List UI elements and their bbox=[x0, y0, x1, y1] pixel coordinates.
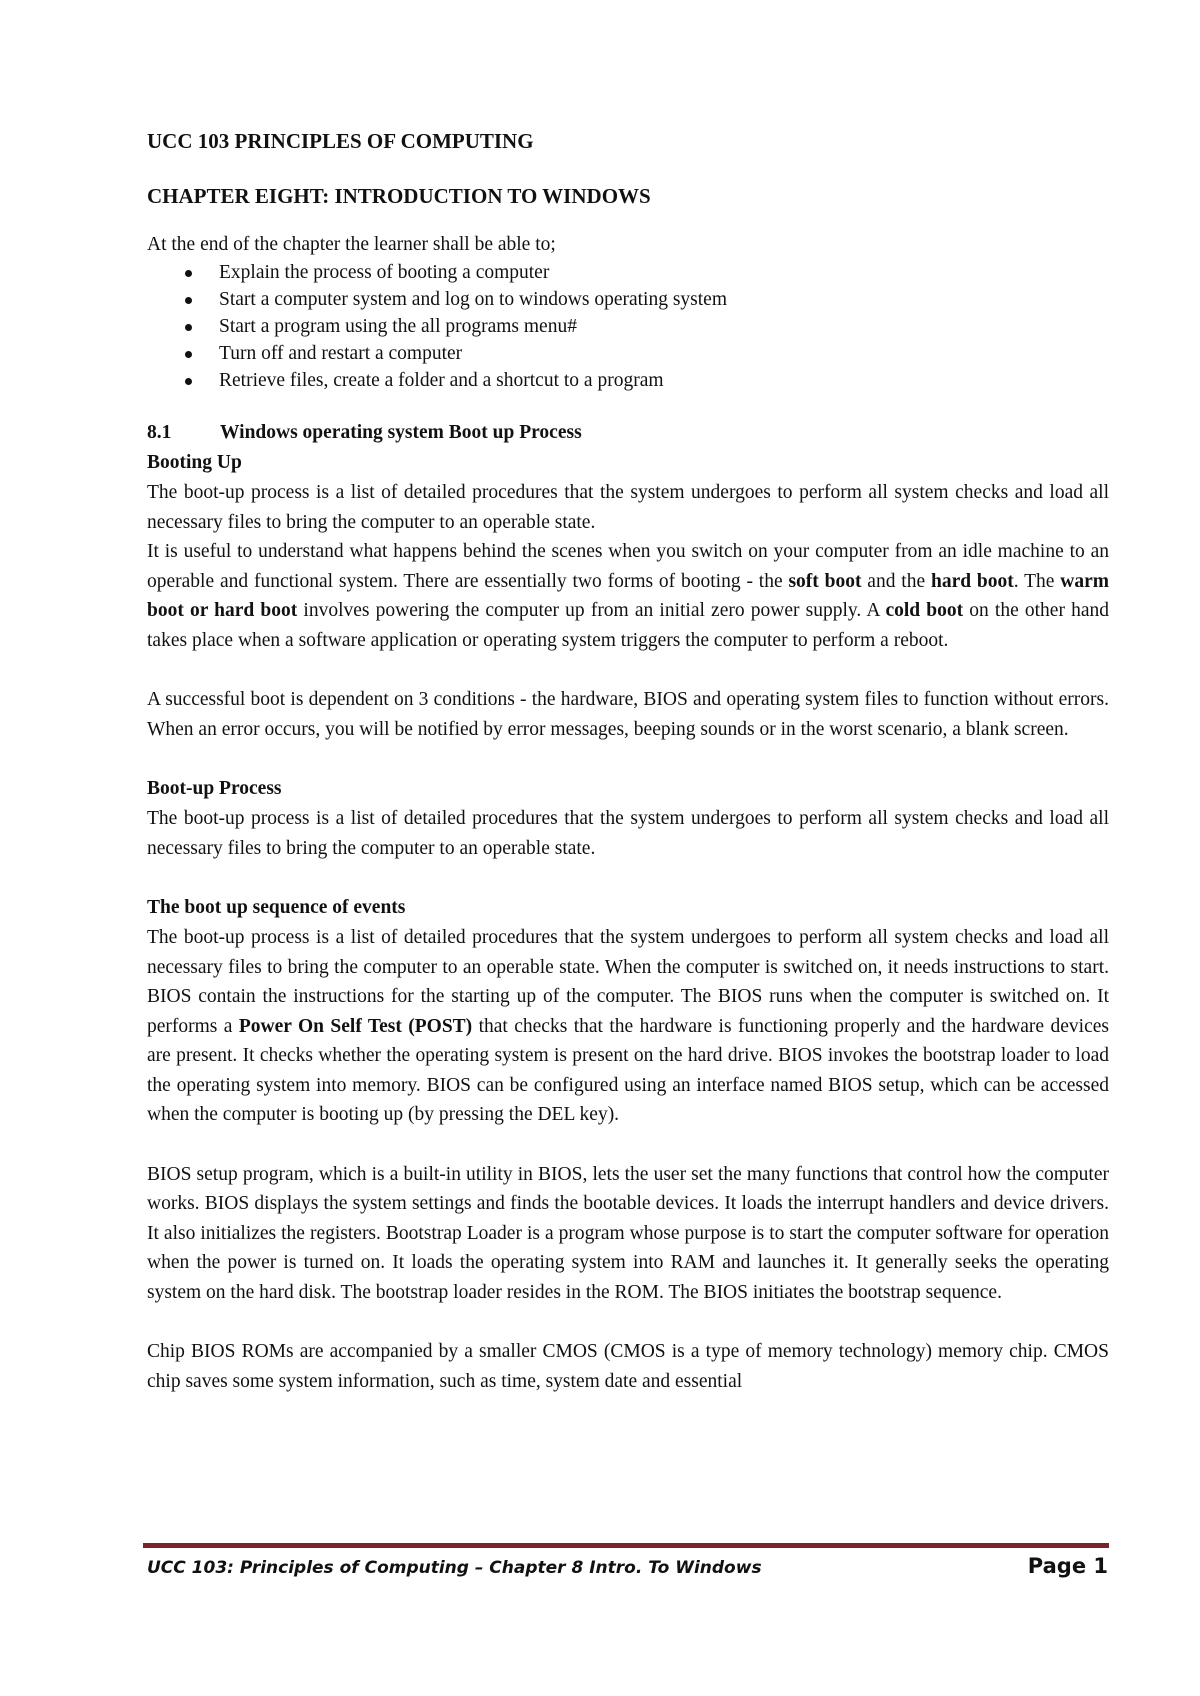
text-run: It is useful to understand what happens behind the scenes when you switch on your computer from an idle machine to an operable and functional system. There are essentially two forms of booting - the bbox=[147, 541, 1109, 592]
bold-warm-boot: warm boot or hard boot bbox=[147, 570, 1110, 621]
text-run: . The bbox=[1013, 570, 1061, 592]
text-run: involves powering the computer up from an initial zero power supply. A bbox=[297, 600, 886, 621]
bold-hard-boot: hard boot bbox=[930, 570, 1014, 592]
chapter-title: CHAPTER EIGHT: INTRODUCTION TO WINDOWS bbox=[147, 184, 651, 208]
text-run: that checks that the hardware is functioning properly and the hardware devices are present. It checks whether the operating system is present on the hard drive. BIOS invokes the bootstrap loader to load the operating system into memory. BIOS can be configured using an interface named BIOS setup, which can be accessed when the computer is booting up (by pressing the DEL key). bbox=[147, 1015, 1109, 1125]
objective-item: Start a computer system and log on to windows operating system bbox=[147, 286, 1109, 313]
text-run: The boot-up process is a list of detailed procedures that the system undergoes to perform all system checks and load all necessary files to bring the computer to an operable state. When the computer is switched on, it needs instructions to start. BIOS contain the instructions for the starting up of the computer. The BIOS runs when the computer is switched on. It performs a bbox=[147, 927, 1109, 1037]
paragraph-boot-conditions: A successful boot is dependent on 3 conditions - the hardware, BIOS and operating system files to function without errors. When an error occurs, you will be notified by error messages, beeping sounds or in the worst scenario, a blank screen. bbox=[147, 689, 1109, 740]
text-run: on the other hand takes place when a software application or operating system triggers the computer to perform a reboot. bbox=[147, 600, 1109, 651]
course-title: UCC 103 PRINCIPLES OF COMPUTING bbox=[147, 129, 534, 153]
objectives-list bbox=[147, 259, 1109, 394]
sequence-heading: The boot up sequence of events bbox=[147, 897, 406, 918]
paragraph-bootup-process: The boot-up process is a list of detailed procedures that the system undergoes to perform all system checks and load all necessary files to bring the computer to an operable state. bbox=[147, 808, 1109, 859]
objectives-intro: At the end of the chapter the learner shall be able to; bbox=[147, 234, 556, 255]
section-heading bbox=[147, 418, 1109, 448]
booting-up-heading: Booting Up bbox=[147, 452, 242, 473]
paragraph-boot-sequence bbox=[147, 923, 1109, 1130]
bootup-process-heading: Boot-up Process bbox=[147, 778, 282, 799]
bold-cold-boot: cold boot bbox=[885, 600, 964, 621]
bold-post: Power On Self Test (POST) bbox=[238, 1015, 473, 1037]
objective-item: Explain the process of booting a computer bbox=[147, 259, 1109, 286]
section-number: 8.1 bbox=[147, 422, 172, 443]
objective-item: Retrieve files, create a folder and a shortcut to a program bbox=[147, 367, 1109, 394]
paragraph-bios-setup: BIOS setup program, which is a built-in utility in BIOS, lets the user set the many functions that control how the computer works. BIOS displays the system settings and finds the bootable devices. It loads the interrupt handlers and device drivers. It also initializes the registers. Bootstrap Loader is a program whose purpose is to start the computer software for operation when the power is turned on. It loads the operating system into RAM and launches it. It generally seeks the operating system on the hard disk. The bootstrap loader resides in the ROM. The BIOS initiates the bootstrap sequence. bbox=[147, 1163, 1109, 1303]
paragraph-cmos: Chip BIOS ROMs are accompanied by a smaller CMOS (CMOS is a type of memory technology) memory chip. CMOS chip saves some system information, such as time, system date and essential bbox=[147, 1341, 1109, 1392]
footer-title: UCC 103: Principles of Computing – Chapter 8 Intro. To Windows bbox=[147, 1558, 762, 1578]
objective-item: Turn off and restart a computer bbox=[147, 340, 1109, 367]
text-run: and the bbox=[861, 570, 931, 592]
paragraph-bootup-definition: The boot-up process is a list of detailed procedures that the system undergoes to perform all system checks and load all necessary files to bring the computer to an operable state. bbox=[147, 482, 1109, 533]
bold-soft-boot: soft boot bbox=[788, 570, 862, 592]
objective-item: Start a program using the all programs menu# bbox=[147, 313, 1109, 340]
page-number: Page 1 bbox=[1027, 1554, 1108, 1578]
page-content bbox=[147, 126, 1109, 1396]
footer-rule bbox=[143, 1543, 1109, 1548]
paragraph-boot-forms bbox=[147, 537, 1109, 655]
section-title: Windows operating system Boot up Process bbox=[220, 422, 582, 443]
